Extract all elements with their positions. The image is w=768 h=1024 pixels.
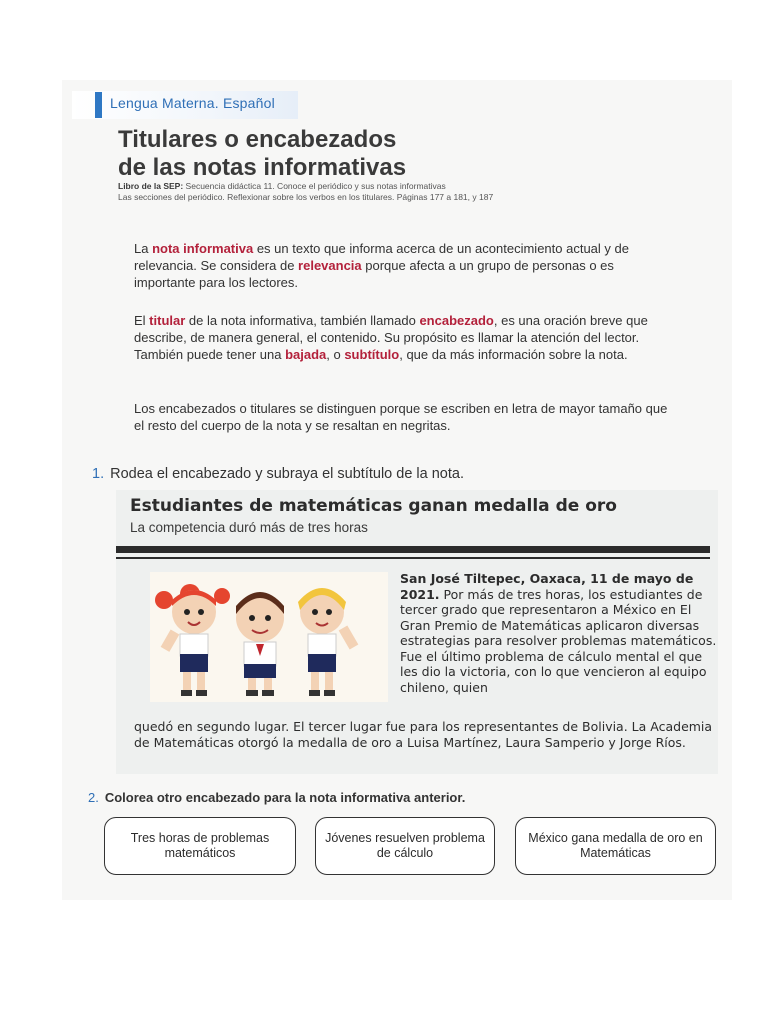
book-reference [118,181,638,203]
news-body-continued: quedó en segundo lugar. El tercer lugar fue para los representantes de Bolivia. La Academia de Matemáticas otorgó la medalla de oro a Luisa Martínez, Laura Samperio y Jorge Ríos. [134,719,713,750]
question-number: 2. [88,790,99,805]
question-1 [92,466,464,482]
news-headline[interactable]: Estudiantes de matemáticas ganan medalla de oro [130,496,617,516]
highlight-term: nota informativa [152,241,254,256]
text: porque afecta a un grupo de personas o es importante para los lectores. [134,258,614,290]
subject-label: Lengua Materna. Español [110,95,275,111]
highlight-term: subtítulo [344,347,400,362]
headline-option-3[interactable]: México gana medalla de oro en Matemáticas [515,817,716,875]
title-line-1: Titulares o encabezados [118,126,397,153]
text: La [134,241,153,256]
reference-line-1: Secuencia didáctica 11. Conoce el periódico y sus notas informativas [183,181,446,191]
highlight-term: relevancia [298,258,362,273]
news-body [400,571,718,695]
question-text: Rodea el encabezado y subraya el subtítulo de la nota. [110,466,464,482]
intro-paragraph-1 [134,240,674,291]
divider-thin [116,557,710,559]
headline-option-2[interactable]: Jóvenes resuelven problema de cálculo [315,817,495,875]
highlight-term: bajada [285,347,327,362]
highlight-term: titular [149,313,186,328]
question-2 [88,790,465,805]
text: , que da más información sobre la nota. [399,347,628,362]
reference-line-2: Las secciones del periódico. Reflexionar sobre los verbos en los titulares. Páginas 177 a 181, y 187 [118,192,494,202]
news-subtitle[interactable]: La competencia duró más de tres horas [130,520,368,535]
students-illustration [150,572,388,702]
news-body-text: Por más de tres horas, los estudiantes de tercer grado que representaron a México en El Gran Premio de Matemáticas aplicaron diversas estrategias para resolver problemas matemáticos. Fue el último problema de cálculo mental el que les dio la victoria, con lo que vencieron al equipo chileno, quien [400,586,717,695]
text: de la nota informativa, también llamado [185,313,420,328]
subject-accent-bar [95,92,102,118]
text: es un texto que informa acerca de un acontecimiento actual y de relevancia. Se considera de [134,241,629,273]
intro-paragraph-2 [134,312,674,363]
students-drawing [150,572,388,702]
title-line-2: de las notas informativas [118,154,407,181]
page-title [118,126,538,182]
highlight-term: encabezado [419,313,494,328]
intro-paragraph-3: Los encabezados o titulares se distinguen porque se escriben en letra de mayor tamaño que el resto del cuerpo de la nota y se resaltan en negritas. [134,401,668,433]
headline-option-1[interactable]: Tres horas de problemas matemáticos [104,817,296,875]
text: El [134,313,150,328]
question-text: Colorea otro encabezado para la nota informativa anterior. [104,790,466,805]
reference-label: Libro de la SEP: [118,181,184,191]
text: , o [326,347,345,362]
divider-thick [116,546,710,553]
news-dateline: San José Tiltepec, Oaxaca, 11 de mayo de 2021. [400,571,694,602]
text: , es una oración breve que describe, de manera general, el contenido. Su propósito es llamar la atención del lector. También puede tener una [134,313,648,362]
question-number: 1. [92,466,105,482]
